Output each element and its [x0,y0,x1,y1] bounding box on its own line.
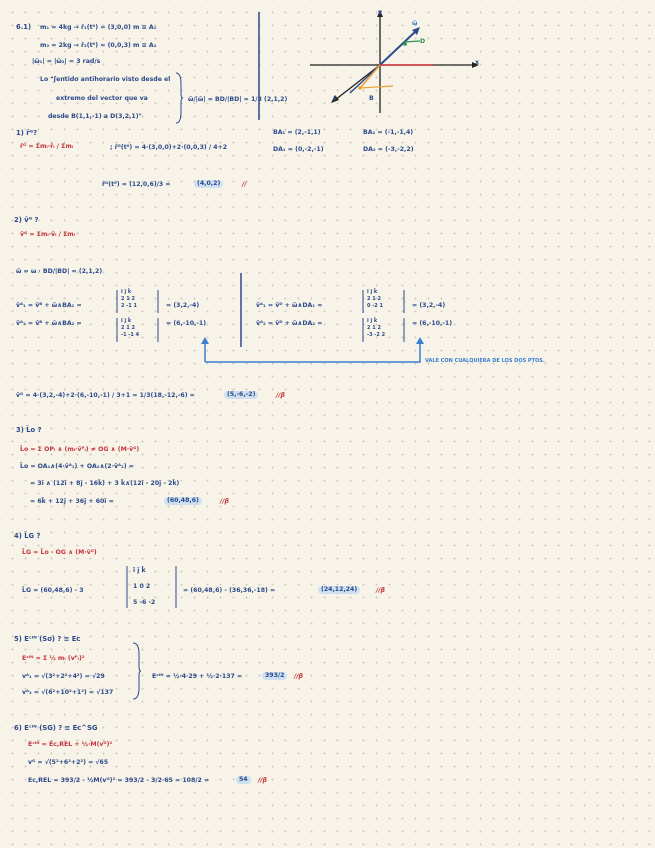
given-line-1: m₁ = 4kg → r̄₁(t⁰) = (3,0,0) m ≡ A₁ [40,24,157,31]
axis-z-label: z [333,95,337,102]
brace-given [175,72,183,124]
part5-line4: Eᶜᴵᴺ = ½·4·29 + ½·2·137 = [152,673,243,680]
part1-mark: // [242,181,247,188]
part1-answer: (4,0,2) [194,180,223,188]
part2-formula: v̄ᴳ = Σmᵢ·v̄ᵢ / Σmᵢ [20,231,76,238]
part5-line3: vᴬ₂ = √(6²+10²+1²) = √137 [22,689,114,696]
part6-answer: 54 [236,776,251,784]
point-d-label: D [420,38,426,45]
note-either-point: VALE CON CUALQUIERA DE LOS DOS PTOS. [425,358,545,364]
va1-from-d: v̄ᴬ₁ = v̄ᴰ + ω̄∧DA₁ = [256,302,323,309]
part1-result: r̄ᴳ(t⁰) = (12,0,6)/3 = [102,181,171,188]
part1-question: 1) r̄ᴳ? [16,129,38,137]
part2-omega: ω̄ = ω · BD/|BD| = (2,1,2) [16,268,103,275]
det4-row2: 2 1 2 [367,325,381,331]
part5-line2: vᴬ₁ = √(3²+2²+4²) = √29 [22,673,105,680]
brace-part5 [132,642,142,700]
det3-row1: ī j̄ k̄ [367,289,378,295]
det1-row3: 2 -1 1 [121,303,137,309]
part4-answer: (24,12,24) [318,586,360,594]
part6-mark: //β [258,777,267,784]
det5-row1: ī j̄ k̄ [133,567,146,574]
det4-row1: ī j̄ k̄ [367,318,378,324]
given-line-6: desde B(1,1,-1) a D(3,2,1)" [48,113,142,120]
va2-from-b: v̄ᴬ₂ = v̄ᴮ + ω̄∧BA₂ = [16,320,82,327]
vector-ba1: BA₁ = (2,-1,1) [273,129,321,136]
part3-line1: L̄o = Σ OPᵢ ∧ (mᵢ·v̄ᴾᵢ) ≠ OG ∧ (M·v̄ᴳ) [20,446,140,453]
det4-row3: -3 -2 2 [367,332,386,338]
omega-label: ω̄ [412,20,418,27]
axis-y-label: y [378,9,383,16]
divider-top [257,12,261,120]
part6-line1: Eᶜᴵᴺ = Ec,REL + ½·M(vᴳ)² [28,741,113,748]
va2-from-b-result: = (6,-10,-1) [166,320,207,327]
vector-da2: DA₂ = (-3,-2,2) [363,146,414,153]
part4-question: 4) L̄G ? [14,532,41,540]
part3-line2: L̄o = OA₁∧(4·v̄ᴬ₁) + OA₂∧(2·v̄ᴬ₂) = [20,463,134,470]
part6-question: 6) Eᶜᴵᴺ (SG) ? ≡ Ec^SG [14,724,98,732]
part2-mark: //β [276,392,285,399]
part6-line2: vᴳ = √(5²+6²+2²) = √65 [28,759,109,766]
vector-da1: DA₁ = (0,-2,-1) [273,146,324,153]
part5-line1: Eᶜᴵᴺ = Σ ½ mᵢ (vᴾᵢ)² [22,655,85,662]
unit-omega-eq: ω̄/|ω̄| = BD/|BD| = 1/3 (2,1,2) [188,96,288,103]
part3-line3: = 3ī ∧ (12ī + 8j̄ - 16k̄) + 3 k̄∧(12ī - 20j̄ - 2k̄) [30,480,180,487]
part2-question: 2) v̄ᴳ ? [14,216,39,224]
det3-row3: 0 -2 1 [367,303,383,309]
det5-row3: 5 -6 -2 [133,599,156,606]
part1-formula: r̄ᴳ = Σmᵢ·r̄ᵢ / Σmᵢ [20,143,74,150]
part5-question: 5) Eᶜᴵᴺ (So) ? ≡ Ec [14,635,81,643]
connector-arrows [200,334,425,364]
va1-from-b: v̄ᴬ₁ = v̄ᴮ + ω̄∧BA₁ = [16,302,82,309]
part4-line2: L̄G = (60,48,6) - 3 [22,587,84,594]
det1-row2: 2 1 2 [121,296,135,302]
problem-label: 6.1) [16,23,32,31]
det5-row2: 1 0 2 [133,583,151,590]
det3-row2: 2 1 2 [367,296,381,302]
va1-from-d-result: = (3,2,-4) [412,302,446,309]
part3-answer: (60,48,6) [164,497,202,505]
axis-x-label: x [475,59,479,66]
given-line-4: Lo "ʃentido antihorario visto desde el [40,76,171,83]
det2-row2: 2 1 2 [121,325,135,331]
det2-row1: ī j̄ k̄ [121,318,132,324]
part4-mark: //β [376,587,385,594]
va2-from-d: v̄ᴬ₂ = v̄ᴰ + ω̄∧DA₂ = [256,320,323,327]
axes-diagram [305,8,485,118]
part4-line3: = (60,48,6) - (36,36,-18) = [183,587,276,594]
part5-answer: 393/2 [262,672,287,680]
part4-line1: L̄G = L̄o - OG ∧ (M·v̄ᴳ) [22,549,97,556]
part2-result: v̄ᴳ = 4·(3,2,-4)+2·(6,-10,-1) / 3+1 = 1/3(18,-12,-6) = [16,392,195,399]
point-b-label: B [369,95,374,102]
given-line-2: m₂ = 2kg → r̄₂(t⁰) = (0,0,3) m ≡ A₂ [40,42,157,49]
va2-from-d-result: = (6,-10,-1) [412,320,453,327]
va1-from-b-result: = (3,2,-4) [166,302,200,309]
part3-mark: //β [220,498,229,505]
part3-line4: = 6k̄ + 12j̄ + 36j̄ + 60ī = [30,498,114,505]
part5-mark: //β [294,673,303,680]
part1-substitution: ; r̄ᴳ(t⁰) = 4·(3,0,0)+2·(0,0,3) / 4+2 [110,144,228,151]
given-line-5: extremo del vector que va [56,95,148,102]
given-line-3: |ω̄₁| = |ω̄₂| = 3 rad/s [32,58,101,65]
vector-ba2: BA₂ = (-1,-1,4) [363,129,414,136]
part3-question: 3) L̄o ? [16,426,42,434]
det1-row1: ī j̄ k̄ [121,289,132,295]
det2-row3: -1 -1 4 [121,332,140,338]
part2-answer: (5,-6,-2) [224,391,258,399]
part6-line3: Ec,REL = 393/2 - ½M(vᴳ)² = 393/2 - 3/2·65 = 108/2 = [28,777,210,784]
